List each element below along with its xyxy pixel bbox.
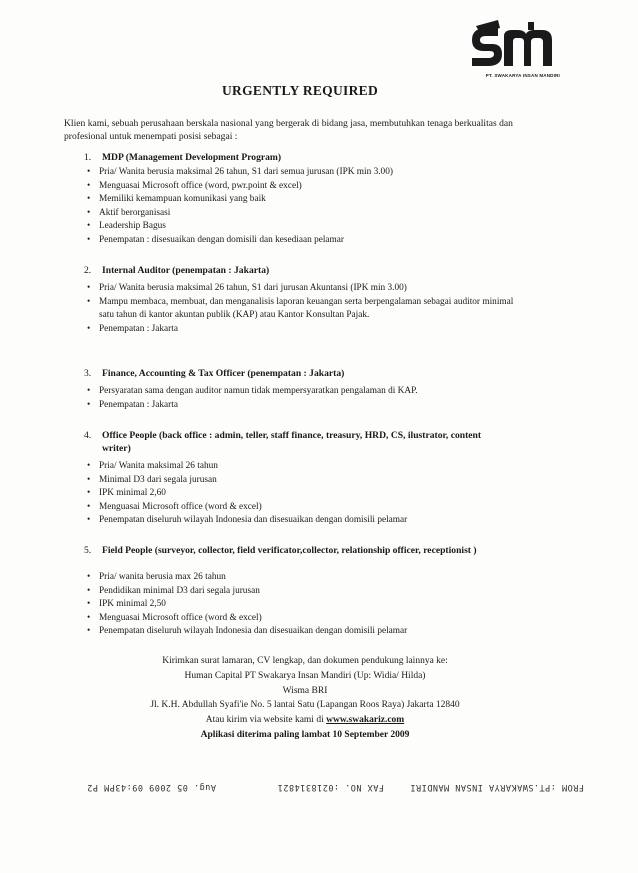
contact-instruction: Kirimkan surat lamaran, CV lengkap, dan dokumen pendukung lainnya ke: xyxy=(162,656,448,666)
page-title: URGENTLY REQUIRED xyxy=(221,83,378,98)
contact-address: Jl. K.H. Abdullah Syafi'ie No. 5 lantai Satu (Lapangan Roos Raya) Jakarta 12840 xyxy=(150,700,460,711)
list-item: • Menguasai Microsoft office (word & excel) xyxy=(87,501,537,515)
list-item: • Penempatan : disesuaikan dengan domisili dan kesediaan pelamar xyxy=(87,234,537,248)
section-title: Field People (surveyor, collector, field verificator,collector, relationship officer, receptionist ) xyxy=(102,545,477,556)
logo-subtitle: PT. SWAKARYA INSAN MANDIRI xyxy=(485,73,560,78)
list-item: • Penempatan : Jakarta xyxy=(87,323,527,337)
section-number: 5. xyxy=(84,545,92,556)
contact-building: Wisma BRI xyxy=(282,685,328,696)
list-item: • Aktif berorganisasi xyxy=(87,207,537,221)
list-item: • Menguasai Microsoft office (word, pwr.point & excel) xyxy=(87,180,537,194)
list-item: • Pria/ Wanita berusia maksimal 26 tahun, S1 dari semua jurusan (IPK min 3.00) xyxy=(87,166,537,180)
application-deadline: Aplikasi diterima paling lambat 10 September 2009 xyxy=(200,729,410,740)
section-1-list xyxy=(87,166,537,248)
section-number: 4. xyxy=(84,430,92,441)
website-prefix: Atau kirim via website kami di xyxy=(205,715,327,726)
website-link[interactable]: www.swakariz.com xyxy=(326,715,405,726)
contact-block xyxy=(90,654,520,743)
intro-paragraph: Klien kami, sebuah perusahaan berskala nasional yang bergerak di bidang jasa, membutuhkan tenaga berkualitas dan profesional untuk menempati posisi sebagai : xyxy=(64,118,513,142)
fax-header xyxy=(64,778,584,792)
list-item: • Penempatan diseluruh wilayah Indonesia dan disesuaikan dengan domisili pelamar xyxy=(87,625,537,639)
list-item: • Pria/ Wanita berusia maksimal 26 tahun, S1 dari jurusan Akuntansi (IPK min 3.00) xyxy=(87,282,527,296)
list-item: • Memiliki kemampuan komunikasi yang baik xyxy=(87,193,537,207)
list-item: • Pria/ Wanita maksimal 26 tahun xyxy=(87,460,537,474)
section-title: Finance, Accounting & Tax Officer (penempatan : Jakarta) xyxy=(102,368,345,379)
list-item: • Penempatan : Jakarta xyxy=(87,399,537,413)
list-item: • Penempatan diseluruh wilayah Indonesia dan disesuaikan dengan domisili pelamar xyxy=(87,514,537,528)
fax-from: FROM :PT.SWAKARYA INSAN MANDIRI xyxy=(409,782,584,792)
list-item: • Leadership Bagus xyxy=(87,220,537,234)
company-logo xyxy=(468,18,560,80)
list-item: • Menguasai Microsoft office (word & excel) xyxy=(87,612,537,626)
section-title: MDP (Management Development Program) xyxy=(102,152,282,163)
fax-number: FAX NO. :0218314821 xyxy=(277,782,384,792)
section-3-list xyxy=(87,385,537,412)
list-item: • Pria/ wanita berusia max 26 tahun xyxy=(87,571,537,585)
section-number: 1. xyxy=(84,152,92,163)
list-item: • IPK minimal 2,50 xyxy=(87,598,537,612)
section-4-list xyxy=(87,460,537,528)
list-item: • IPK minimal 2,60 xyxy=(87,487,537,501)
section-title: Internal Auditor (penempatan : Jakarta) xyxy=(102,265,270,276)
contact-website-line xyxy=(90,713,520,728)
contact-recipient: Human Capital PT Swakarya Insan Mandiri (Up: Widia/ Hilda) xyxy=(184,670,426,681)
section-5-list xyxy=(87,571,537,639)
list-item: • Minimal D3 dari segala jurusan xyxy=(87,474,537,488)
section-number: 2. xyxy=(84,265,92,276)
list-item: • Mampu membaca, membuat, dan menganalisis laporan keuangan serta berpengalaman sebagai auditor minimal satu tahun di kantor akuntan publik (KAP) atau Kantor Konsultan Pajak. xyxy=(87,296,527,323)
list-item: • Persyaratan sama dengan auditor namun tidak mempersyaratkan pengalaman di KAP. xyxy=(87,385,537,399)
list-item: • Pendidikan minimal D3 dari segala jurusan xyxy=(87,585,537,599)
section-title: Office People (back office : admin, teller, staff finance, treasury, HRD, CS, ilustrator, content writer) xyxy=(102,430,482,454)
section-2-list xyxy=(87,282,527,336)
logo-mark xyxy=(468,18,560,73)
fax-date: Aug. 05 2009 09:43PM P2 xyxy=(86,782,216,792)
section-number: 3. xyxy=(84,368,92,379)
